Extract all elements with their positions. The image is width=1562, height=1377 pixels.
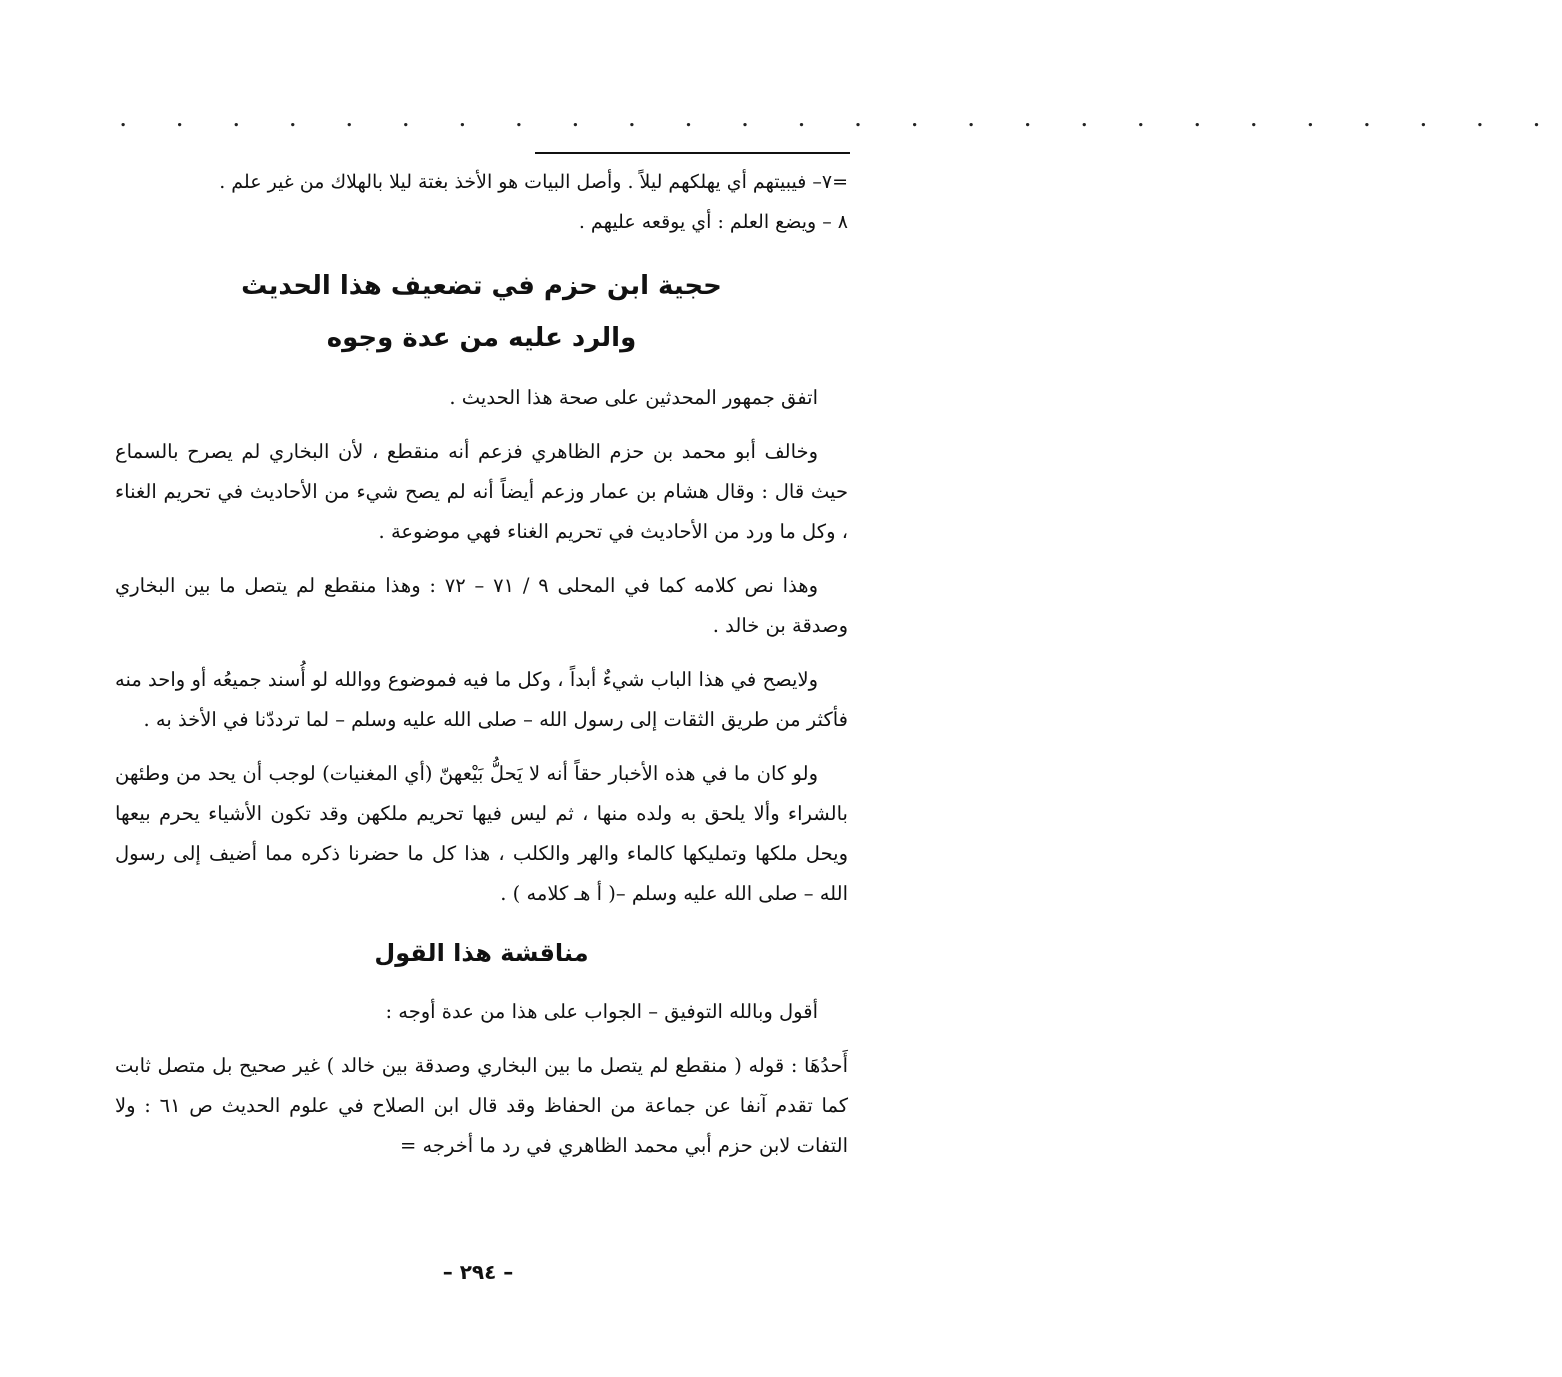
paragraph-1: اتفق جمهور المحدثين على صحة هذا الحديث . — [449, 386, 818, 409]
discussion-paragraph-2: أَحدُهَا : قوله ( منقطع لم يتصل ما بين البخاري وصدقة بين خالد ) غير صحيح بل متصل ثابت كما تقدم آنفا عن جماعة من الحفاظ وقد قال ابن الصلاح في علوم الحديث ص ٦١ : ولا التفات لابن حزم أبي محمد الظاهري في رد ما أخرجه = — [115, 1054, 848, 1157]
paragraph-2: وخالف أبو محمد بن حزم الظاهري فزعم أنه منقطع ، لأن البخاري لم يصرح بالسماع حيث قال : وقال هشام بن عمار وزعم أيضاً أنه لم يصح شيء من الأحاديث في تحريم الغناء ، وكل ما ورد من الأحاديث في تحريم الغناء فهي موضوعة . — [115, 440, 848, 543]
heading-line-1: حجية ابن حزم في تضعيف هذا الحديث — [241, 271, 722, 301]
paragraph-4: ولايصح في هذا الباب شيءٌ أبداً ، وكل ما فيه فموضوع ووالله لو أُسند جميعُه أو واحد منه فأكثر من طريق الثقات إلى رسول الله – صلى الله عليه وسلم – لما ترددّنا في الأخذ به . — [115, 668, 848, 731]
page-number: – ٢٩٤ – — [442, 1260, 514, 1284]
dotted-separator: . . . . . . . . . . . . . . . . . . . . . . . . . . — [120, 110, 1562, 131]
discussion-paragraph-1: أقول وبالله التوفيق – الجواب على هذا من عدة أوجه : — [385, 1000, 818, 1023]
chapter-heading — [115, 260, 848, 364]
paragraph-3: وهذا نص كلامه كما في المحلى ٩ / ٧١ – ٧٢ : وهذا منقطع لم يتصل ما بين البخاري وصدقة بن خالد . — [115, 574, 848, 637]
paragraph-5: ولو كان ما في هذه الأخبار حقاً أنه لا يَحلُّ بَيْعهنّ (أي المغنيات) لوجب أن يحد من وطئهن بالشراء وألا يلحق به ولده منها ، ثم ليس فيها تحريم ملكهن وقد تكون الأشياء يحرم بيعها ويحل ملكها وتمليكها كالماء والهر والكلب ، هذا كل ما حضرنا ذكره مما أضيف إلى رسول الله – صلى الله عليه وسلم –( أ هـ كلامه ) . — [115, 762, 848, 905]
footnote-7: =٧– فيبيتهم أي يهلكهم ليلاً . وأصل البيات هو الأخذ بغتة ليلا بالهلاك من غير علم . — [219, 171, 848, 193]
footnote-8: ٨ – ويضع العلم : أي يوقعه عليهم . — [578, 211, 848, 233]
heading-line-2: والرد عليه من عدة وجوه — [326, 323, 637, 353]
page-content — [115, 162, 848, 1180]
footnote-rule — [535, 152, 850, 154]
footnotes — [115, 162, 848, 242]
section-title: مناقشة هذا القول — [374, 939, 589, 967]
